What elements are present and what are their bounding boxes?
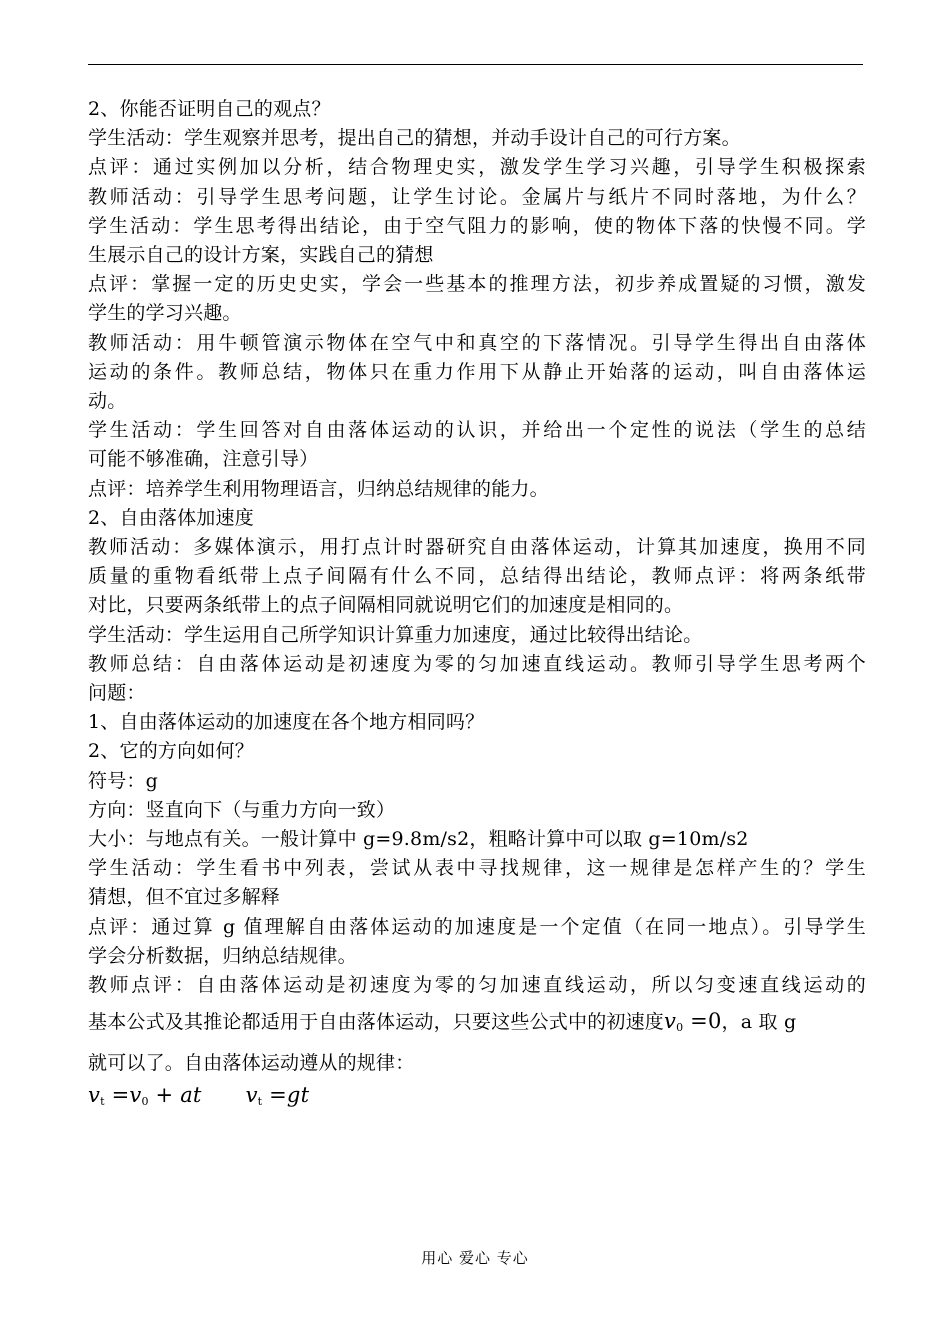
math-subscript: t [100, 1094, 105, 1108]
text-line: 运动的条件。教师总结，物体只在重力作用下从静止开始落的运动，叫自由落体运 [88, 360, 866, 383]
text-line: 符号：g [88, 769, 158, 792]
text-line: 教师活动：用牛顿管演示物体在空气中和真空的下落情况。引导学生得出自由落体 [88, 331, 866, 354]
math-symbol-v: v [88, 1082, 101, 1107]
math-subscript: 0 [676, 1021, 684, 1035]
math-subscript: 0 [141, 1094, 149, 1108]
text-line: 点评：掌握一定的历史史实，学会一些基本的推理方法，初步养成置疑的习惯，激发 [88, 273, 866, 296]
page-footer: 用心 爱心 专心 [421, 1249, 529, 1267]
math-text: + at [148, 1082, 202, 1107]
text-line: 学生活动：学生思考得出结论，由于空气阻力的影响，使的物体下落的快慢不同。学 [88, 214, 866, 237]
text-line: 教师总结：自由落体运动是初速度为零的匀加速直线运动。教师引导学生思考两个 [88, 652, 866, 675]
text-line: 点评：培养学生利用物理语言，归纳总结规律的能力。 [88, 477, 549, 500]
math-equals-zero: =0 [683, 1009, 722, 1034]
text-line: 学生活动：学生看书中列表，尝试从表中寻找规律，这一规律是怎样产生的？学生 [88, 857, 866, 880]
text-line: 学生活动：学生运用自己所学知识计算重力加速度，通过比较得出结论。 [88, 623, 703, 646]
text-line: 对比，只要两条纸带上的点子间隔相同就说明它们的加速度是相同的。 [88, 594, 684, 617]
text-line: 方向：竖直向下（与重力方向一致） [88, 798, 396, 821]
text-line: 2、你能否证明自己的观点？ [88, 98, 331, 120]
math-text: =v [104, 1082, 142, 1107]
math-symbol-v: v [245, 1082, 258, 1107]
text-line: 学生活动：学生回答对自由落体运动的认识，并给出一个定性的说法（学生的总结 [88, 419, 866, 442]
text-line: 可能不够准确，注意引导） [88, 448, 319, 471]
text-line: 学会分析数据，归纳总结规律。 [88, 944, 357, 967]
formula-text-line [88, 1000, 866, 1049]
math-text: =gt [262, 1082, 310, 1107]
document-body [88, 95, 866, 1116]
text-line: 就可以了。自由落体运动遵从的规律： [88, 1052, 415, 1075]
text-line: 学生活动：学生观察并思考，提出自己的猜想，并动手设计自己的可行方案。 [88, 127, 741, 150]
text-line: 1、自由落体运动的加速度在各个地方相同吗？ [88, 711, 485, 734]
header-rule [88, 64, 863, 65]
text-line: 教师活动：多媒体演示，用打点计时器研究自由落体运动，计算其加速度，换用不同 [88, 536, 866, 559]
formula-line-text: 基本公式及其推论都适用于自由落体运动，只要这些公式中的初速度 [88, 1011, 665, 1034]
text-line: 猜想，但不宜过多解释 [88, 886, 281, 909]
math-subscript: t [257, 1094, 263, 1108]
text-line: 学生的学习兴趣。 [88, 302, 242, 325]
math-symbol-v: v [664, 1009, 677, 1034]
initial-velocity-formula [664, 1009, 722, 1033]
free-fall-velocity-equation [246, 1083, 310, 1107]
velocity-equation [88, 1083, 202, 1107]
text-line: 教师点评：自由落体运动是初速度为零的匀加速直线运动，所以匀变速直线运动的 [88, 974, 866, 997]
text-line: 2、它的方向如何？ [88, 740, 254, 763]
text-line: 质量的重物看纸带上点子间隔有什么不同，总结得出结论，教师点评：将两条纸带 [88, 565, 866, 588]
text-line: 点评：通过实例加以分析，结合物理史实，激发学生学习兴趣，引导学生积极探索 [88, 156, 866, 179]
text-line: 大小：与地点有关。一般计算中 g=9.8m/s2，粗略计算中可以取 g=10m/s2 [88, 828, 749, 851]
text-line: 生展示自己的设计方案，实践自己的猜想 [88, 244, 434, 267]
text-line: 点评：通过算 g 值理解自由落体运动的加速度是一个定值（在同一地点）。引导学生 [88, 915, 866, 938]
formula-line-tail: ，a 取 g [721, 1011, 797, 1034]
text-line: 问题： [88, 682, 146, 705]
text-line: 动。 [88, 390, 127, 413]
text-line: 2、自由落体加速度 [88, 506, 254, 529]
text-line: 教师活动：引导学生思考问题，让学生讨论。金属片与纸片不同时落地，为什么？ [88, 185, 866, 208]
free-fall-equations [88, 1081, 866, 1116]
